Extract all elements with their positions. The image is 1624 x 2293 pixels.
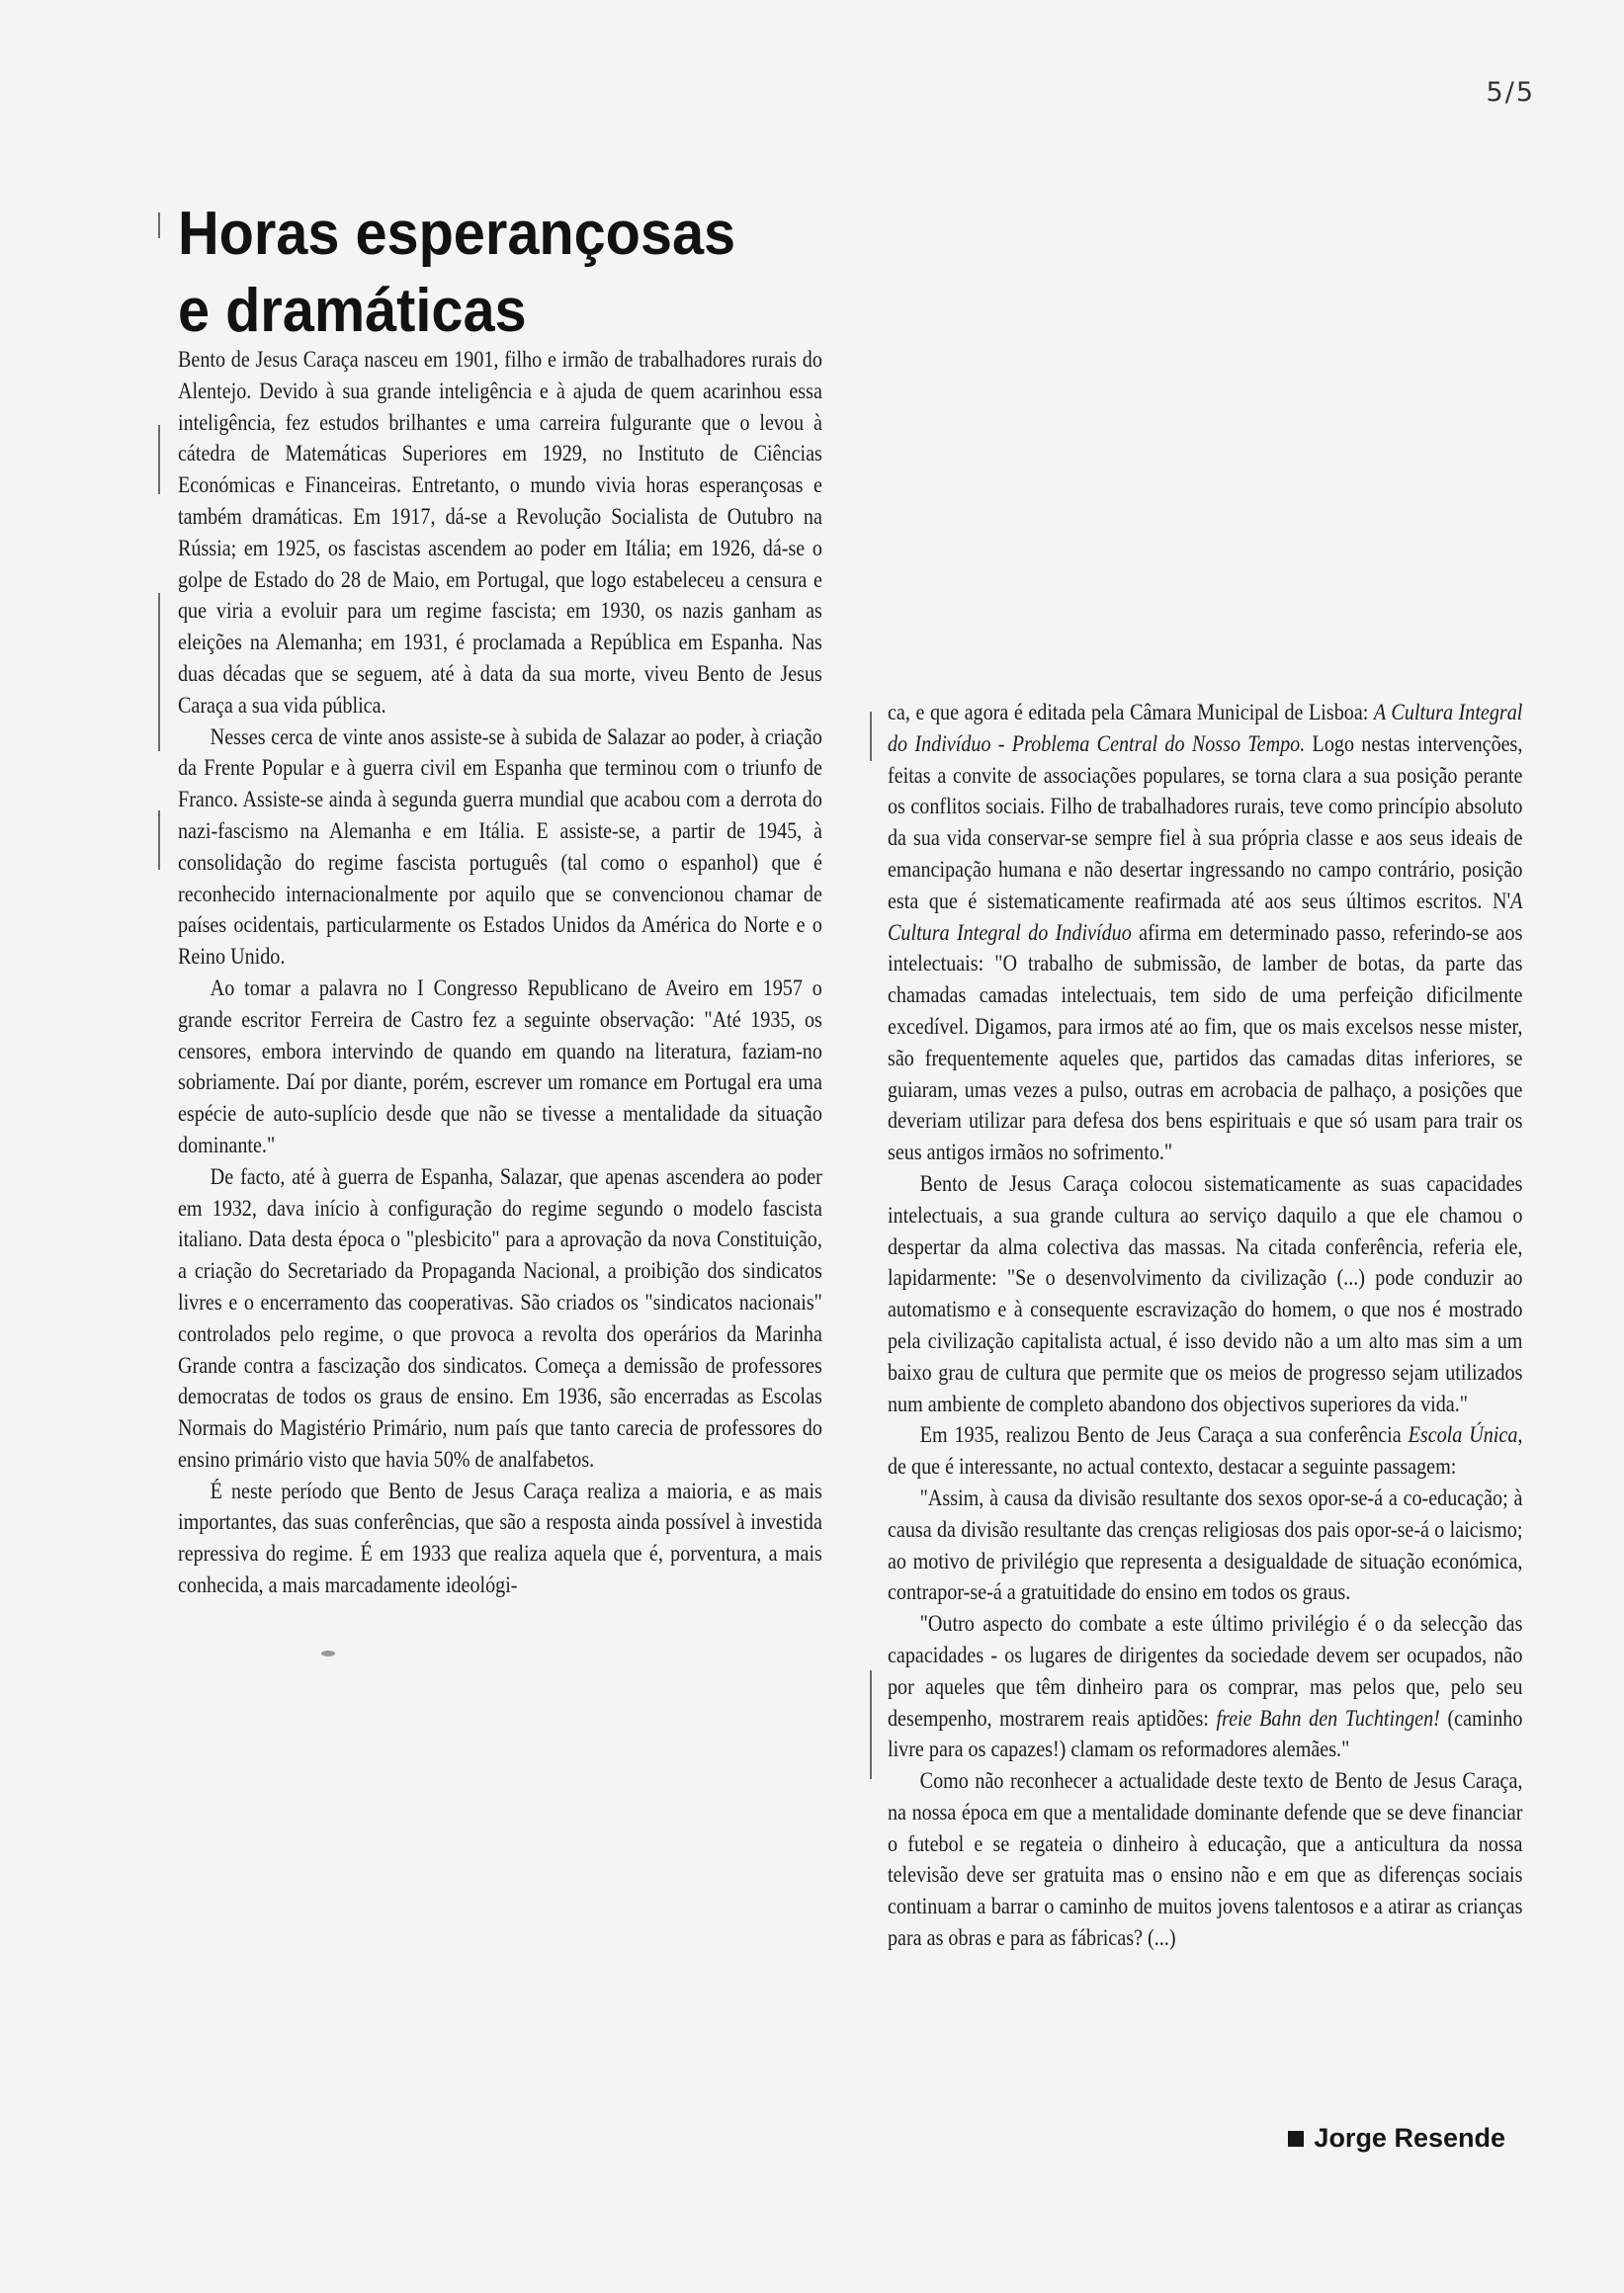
paragraph: De facto, até à guerra de Espanha, Salazar, que apenas ascendera ao poder em 1932, dava início à configuração do regime segundo o modelo fascista italiano. Data desta época o "plesbicito" para a aprovação da nova Constituição, a criação do Secretariado da Propaganda Nacional, a proibição dos sindicatos livres e o encerramento das cooperativas. São criados os "sindicatos nacionais" controlados pelo regime, o que provoca a revolta dos operários da Marinha Grande contra a fascização dos sindicatos. Começa a demissão de professores democratas de todos os graus de ensino. Em 1936, são encerradas as Escolas Normais do Magistério Primário, num país que tanto carecia de professores do ensino primário visto que havia 50% de analfabetos. xyxy=(178,1163,822,1473)
paragraph: Bento de Jesus Caraça nasceu em 1901, filho e irmão de trabalhadores rurais do Alentejo. Devido à sua grande inteligência e à ajuda de quem acarinhou essa inteligência, fez estudos brilhantes e uma carreira fulgurante que o levou à cátedra de Matemáticas Superiores em 1929, no Instituto de Ciências Económicas e Financeiras. Entretanto, o mundo vivia horas esperançosas e também dramáticas. Em 1917, dá-se a Revolução Socialista de Outubro na Rússia; em 1925, os fascistas ascendem ao poder em Itália; em 1926, dá-se o golpe de Estado do 28 de Maio, em Portugal, que logo estabeleceu a censura e que viria a evoluir para um regime fascista; em 1930, os nazis ganham as eleições na Alemanha; em 1931, é proclamada a República em Espanha. Nas duas décadas que se seguem, até à data da sua morte, viveu Bento de Jesus Caraça a sua vida pública. xyxy=(178,347,822,719)
headline-line-2: e dramáticas xyxy=(178,277,527,345)
author-name: Jorge Resende xyxy=(1314,2123,1505,2153)
margin-mark xyxy=(158,212,160,238)
paragraph: É neste período que Bento de Jesus Caraça realiza a maioria, e as mais importantes, das suas conferências, que são a resposta ainda possível à investida repressiva do regime. É em 1933 que realiza aquela que é, porventura, a mais conhecida, a mais marcadamente ideológi- xyxy=(178,1478,822,1599)
paragraph: Bento de Jesus Caraça colocou sistematicamente as suas capacidades intelectuais, a sua grande cultura ao serviço daquilo a que ele chamou o despertar da alma colectiva das massas. Na citada conferência, referia ele, lapidarmente: "Se o desenvolvimento da civilização (...) pode conduzir ao automatismo e à consequente escravização do homem, o que nos é mostrado pela civilização capitalista actual, é isso devido não a um alto mas sim a um baixo grau de cultura que permite que os meios de progresso sejam utilizados num ambiente de completo abandono dos objectivos superiores da vida." xyxy=(888,1170,1523,1417)
paragraph: Ao tomar a palavra no I Congresso Republicano de Aveiro em 1957 o grande escritor Ferreira de Castro fez a seguinte observação: "Até 1935, os censores, embora intervindo de quando em quando na literatura, faziam-no sobriamente. Daí por diante, porém, escrever um romance em Portugal era uma espécie de auto-suplício desde que não se tivesse a mentalidade da situação dominante." xyxy=(178,975,822,1158)
paragraph: Como não reconhecer a actualidade deste texto de Bento de Jesus Caraça, na nossa época em que a mentalidade dominante defende que se deve financiar o futebol e se regateia o dinheiro à educação, que a anticultura da nossa televisão deve ser gratuita mas o ensino não e em que as diferenças sociais continuam a barrar o caminho de muitos jovens talentosos e a atirar as crianças para as obras e para as fábricas? (...) xyxy=(888,1768,1523,1952)
quote-paragraph: "Assim, à causa da divisão resultante dos sexos opor-se-á a co-educação; à causa da divisão resultante das crenças religiosas dos pais opor-se-á o laicismo; ao motivo de privilégio que representa a desigualdade de situação económica, contrapor-se-á a gratuitidade do ensino em todos os graus. xyxy=(888,1485,1523,1606)
text-run: ca, e que agora é editada pela Câmara Municipal de Lisboa: xyxy=(888,700,1374,725)
left-column xyxy=(178,345,822,1602)
margin-mark xyxy=(158,593,160,751)
foreign-phrase: freie Bahn den Tuchtingen! xyxy=(1216,1705,1440,1732)
text-run: (caminho livre para os capazes!) clamam os reformadores alemães." xyxy=(888,1705,1523,1763)
page-number: 5/5 xyxy=(1486,77,1535,108)
headline-line-1: Horas esperançosas xyxy=(178,200,736,268)
margin-mark xyxy=(870,1670,872,1779)
paragraph: Nesses cerca de vinte anos assiste-se à subida de Salazar ao poder, à criação da Frente Popular e à guerra civil em Espanha que terminou com o triunfo de Franco. Assiste-se ainda à segunda guerra mundial que acabou com a derrota do nazi-fascismo na Alemanha e em Itália. E assiste-se, a partir de 1945, à consolidação do regime fascista português (tal como o espanhol) que é reconhecido internacionalmente por aquilo que se convencionou chamar de países ocidentais, particularmente os Estados Unidos da América do Norte e o Reino Unido. xyxy=(178,723,822,971)
article-headline xyxy=(178,196,735,350)
paragraph xyxy=(888,698,1522,1169)
square-bullet-icon xyxy=(1288,2131,1304,2147)
margin-mark xyxy=(870,712,872,761)
margin-mark xyxy=(158,425,160,494)
author-signature xyxy=(1288,2123,1505,2154)
text-run: , de que é interessante, no actual contexto, destacar a seguinte passagem: xyxy=(888,1422,1523,1481)
work-title: A Cultura Integral do Indivíduo xyxy=(888,888,1523,946)
margin-mark xyxy=(158,810,160,870)
work-title: Escola Única xyxy=(1408,1422,1518,1449)
right-column xyxy=(888,698,1522,1955)
work-title: A Cultura Integral do Indivíduo - Problema Central do Nosso Tempo. xyxy=(888,700,1523,757)
text-run: Logo nestas intervenções, feitas a convite de associações populares, se torna clara a sua posição perante os conflitos sociais. Filho de trabalhadores rurais, teve como princípio absoluto da sua vida conservar-se sempre fiel à sua própria classe e aos seus ideais de emancipação humana e não desertar ingressando no campo contrário, posição esta que é sistematicamente reafirmada até aos seus últimos escritos. N' xyxy=(888,730,1523,914)
text-run: Em 1935, realizou Bento de Jeus Caraça a sua conferência xyxy=(919,1422,1409,1449)
quote-paragraph xyxy=(888,1609,1522,1766)
text-run: afirma em determinado passo, referindo-se aos intelectuais: "O trabalho de submissão, de lamber de botas, da parte das chamadas camadas intelectuais, tem sido de uma perfeição dificilmente excedível. Digamos, para irmos até ao fim, que os mais excelsos nesse mister, são frequentemente aqueles que, partidos das camadas ditas inferiores, se guiaram, umas vezes a pulso, outras em acrobacia de palhaço, a posições que deveriam utilizar para defesa dos bens espirituais e que só usam para trair os seus antigos irmãos no sofrimento." xyxy=(888,919,1523,1166)
text-run: "Outro aspecto do combate a este último privilégio é o da selecção das capacidades - os lugares de dirigentes da sociedade devem ser ocupados, não por aqueles que têm dinheiro para os comprar, mas pelos que, pelo seu desempenho, mostrarem reais aptidões: xyxy=(888,1611,1523,1732)
scan-smudge xyxy=(321,1651,335,1656)
paragraph xyxy=(888,1420,1522,1484)
